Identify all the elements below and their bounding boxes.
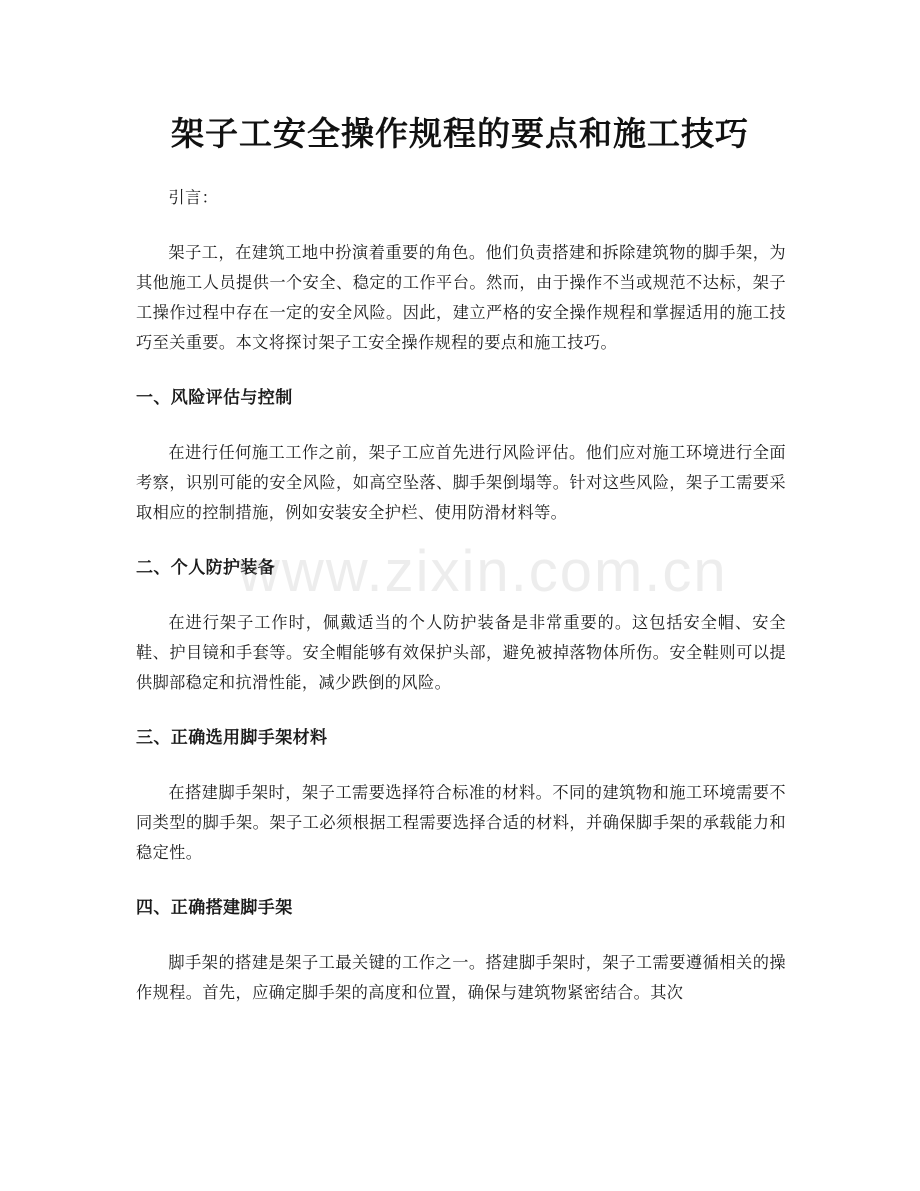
- section-paragraph-scaffold-materials: 在搭建脚手架时，架子工需要选择符合标准的材料。不同的建筑物和施工环境需要不同类型的脚手架。架子工必须根据工程需要选择合适的材料，并确保脚手架的承载能力和稳定性。: [136, 783, 786, 862]
- section-paragraph-scaffold-erection: 脚手架的搭建是架子工最关键的工作之一。搭建脚手架时，架子工需要遵循相关的操作规程。首先，应确定脚手架的高度和位置，确保与建筑物紧密结合。其次: [136, 953, 786, 1002]
- section-heading-scaffold-erection: 四、正确搭建脚手架: [136, 898, 293, 918]
- document-body: [136, 183, 786, 1033]
- section-paragraph-protective-equipment: 在进行架子工作时，佩戴适当的个人防护装备是非常重要的。这包括安全帽、安全鞋、护目镜和手套等。安全帽能够有效保护头部，避免被掉落物体所伤。安全鞋则可以提供脚部稳定和抗滑性能，减少跌倒的风险。: [136, 613, 786, 692]
- section-heading-protective-equipment: 二、个人防护装备: [136, 558, 276, 578]
- intro-paragraph: 架子工，在建筑工地中扮演着重要的角色。他们负责搭建和拆除建筑物的脚手架，为其他施工人员提供一个安全、稳定的工作平台。然而，由于操作不当或规范不达标，架子工操作过程中存在一定的安全风险。因此，建立严格的安全操作规程和掌握适用的施工技巧至关重要。本文将探讨架子工安全操作规程的要点和施工技巧。: [136, 243, 786, 352]
- section-paragraph-risk-assessment: 在进行任何施工工作之前，架子工应首先进行风险评估。他们应对施工环境进行全面考察，识别可能的安全风险，如高空坠落、脚手架倒塌等。针对这些风险，架子工需要采取相应的控制措施，例如安装安全护栏、使用防滑材料等。: [136, 443, 786, 522]
- page-title: 架子工安全操作规程的要点和施工技巧: [171, 114, 749, 153]
- section-heading-risk-assessment: 一、风险评估与控制: [136, 388, 293, 408]
- watermark: www.zixin.com.cn: [238, 539, 728, 604]
- section-heading-scaffold-materials: 三、正确选用脚手架材料: [136, 728, 328, 748]
- intro-label: 引言：: [168, 188, 219, 207]
